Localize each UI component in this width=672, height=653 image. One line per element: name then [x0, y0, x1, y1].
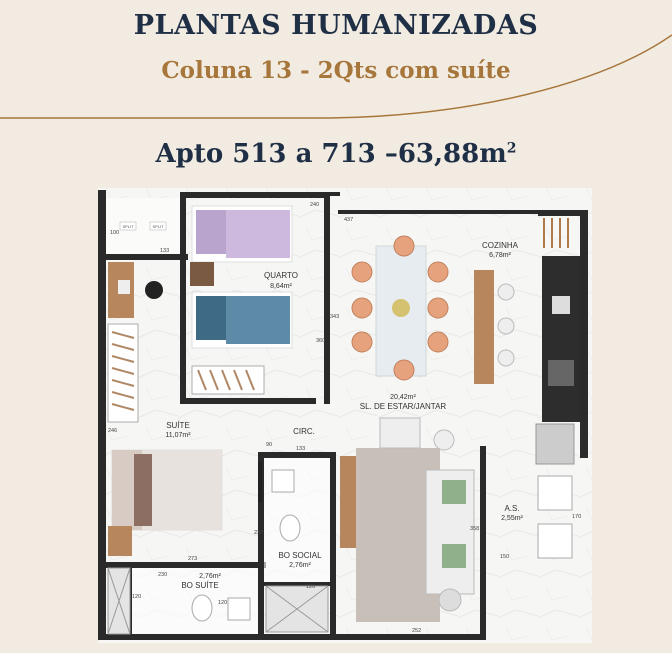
dim-100: 100: [110, 230, 120, 236]
dim-90: 90: [266, 442, 273, 448]
dim-120a: 120: [132, 594, 142, 600]
floor-plan-drawing: [98, 188, 592, 643]
plant: [439, 589, 461, 611]
label-bo-social: BO SOCIAL: [278, 551, 322, 560]
armchair: [380, 418, 420, 448]
label-circ: CIRC.: [293, 427, 315, 436]
closet: [106, 198, 180, 254]
desk-chair: [145, 281, 163, 299]
dim-358: 358: [470, 526, 480, 532]
dim-230a: 230: [254, 530, 264, 536]
unit-area-sup: 2: [506, 140, 517, 157]
label-estar: SL. DE ESTAR/JANTAR: [359, 402, 447, 411]
split-label-2: SPLIT: [152, 224, 164, 229]
bo-social-sink: [272, 470, 294, 492]
label-quarto: QUARTO: [264, 271, 298, 280]
fridge: [536, 424, 574, 464]
label-cozinha: COZINHA: [482, 241, 518, 250]
unit-heading: [0, 139, 672, 169]
page-title: PLANTAS HUMANIZADAS: [133, 10, 539, 41]
split-label-1: SPLIT: [122, 224, 134, 229]
dim-246: 246: [108, 428, 118, 434]
label-suite: SUÍTE: [166, 421, 190, 430]
label-bo-suite: BO SUÍTE: [181, 581, 219, 590]
dim-133a: 133: [160, 248, 170, 254]
area-estar: 20,42m²: [390, 394, 416, 401]
side-table: [434, 430, 454, 450]
bo-social-toilet: [280, 515, 300, 541]
floor-plan: [98, 188, 592, 643]
kitchen-counter: [474, 270, 494, 384]
area-bo-suite: 2,76m²: [199, 573, 221, 580]
quarto-wardrobe: [192, 366, 264, 394]
area-suite: 11,07m²: [165, 432, 191, 439]
page-subtitle: Coluna 13 - 2Qts com suíte: [161, 57, 511, 84]
cooktop: [548, 360, 574, 386]
unit-area: 63,88m: [397, 139, 507, 169]
label-as: A.S.: [504, 504, 520, 513]
dim-252: 252: [412, 628, 422, 634]
suite-wardrobe: [108, 324, 138, 422]
kitchen-sink: [552, 296, 570, 314]
dim-150: 150: [500, 554, 510, 560]
dim-273: 273: [188, 556, 198, 562]
suite-nightstand: [108, 526, 132, 556]
dim-120c: 120: [306, 584, 316, 590]
unit-range: Apto 513 a 713: [155, 139, 376, 169]
nightstand: [190, 262, 214, 286]
unit-separator: –: [384, 139, 398, 169]
tv-console: [340, 456, 356, 548]
area-bo-social: 2,76m²: [289, 562, 311, 569]
dim-230b: 230: [158, 572, 168, 578]
laundry-sink: [538, 524, 572, 558]
dim-360: 360: [316, 338, 326, 344]
bo-suite-sink: [228, 598, 250, 620]
bo-suite-toilet: [192, 595, 212, 621]
area-as: 2,55m²: [501, 515, 523, 522]
area-quarto: 8,64m²: [270, 283, 292, 290]
kitchen-cabinet: [542, 256, 580, 422]
dim-343: 343: [330, 314, 340, 320]
dim-120b: 120: [218, 600, 228, 606]
dim-437: 437: [344, 217, 354, 223]
area-cozinha: 6,78m²: [489, 252, 511, 259]
dim-240: 240: [310, 202, 320, 208]
dim-133b: 133: [296, 446, 306, 452]
bar-stools: [498, 284, 514, 366]
washer: [538, 476, 572, 510]
dim-170: 170: [572, 514, 582, 520]
